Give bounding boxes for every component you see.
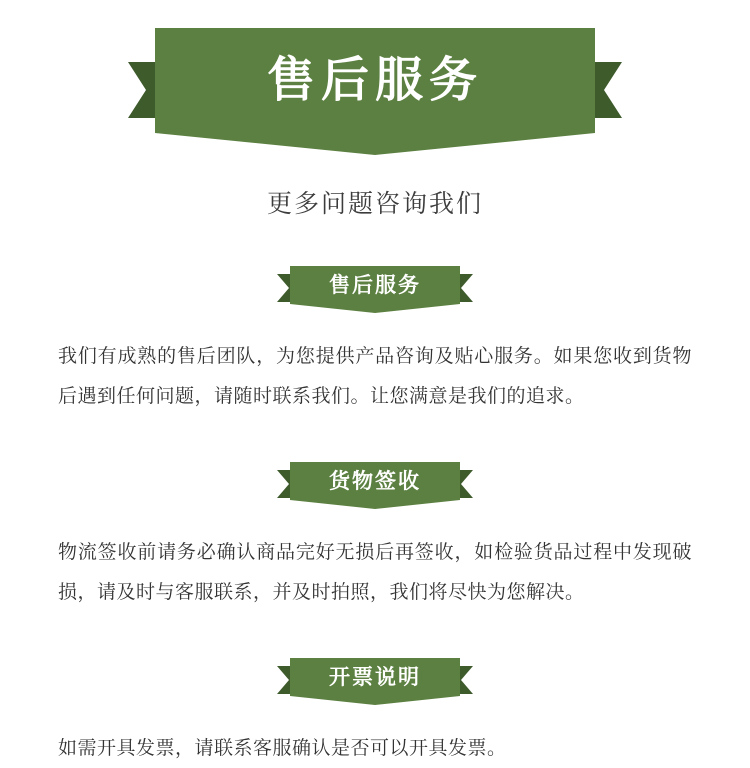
section-after-sales-service <box>0 266 750 416</box>
main-banner <box>0 28 750 148</box>
section-goods-receipt <box>0 462 750 612</box>
section-header <box>0 658 750 702</box>
banner-notch <box>155 109 595 133</box>
ribbon-body <box>290 658 460 696</box>
section-title: 开票说明 <box>329 665 421 689</box>
ribbon-body <box>290 266 460 304</box>
section-header <box>0 462 750 506</box>
section-paragraph: 物流签收前请务必确认商品完好无损后再签收，如检验货品过程中发现破损，请及时与客服联系，并及时拍照，我们将尽快为您解决。 <box>58 541 692 603</box>
section-invoice-notes <box>0 658 750 768</box>
section-title: 售后服务 <box>329 273 421 297</box>
section-paragraph: 我们有成熟的售后团队，为您提供产品咨询及贴心服务。如果您收到货物后遇到任何问题，请随时联系我们。让您满意是我们的追求。 <box>58 345 692 407</box>
banner-ribbon-body <box>155 28 595 133</box>
page-title: 售后服务 <box>266 52 483 108</box>
after-sales-service-page <box>0 28 750 759</box>
page-subtitle: 更多问题咨询我们 <box>266 189 483 218</box>
section-header <box>0 266 750 310</box>
section-paragraph: 如需开具发票，请联系客服确认是否可以开具发票。 <box>58 737 507 759</box>
section-title: 货物签收 <box>329 469 421 493</box>
ribbon-body <box>290 462 460 500</box>
